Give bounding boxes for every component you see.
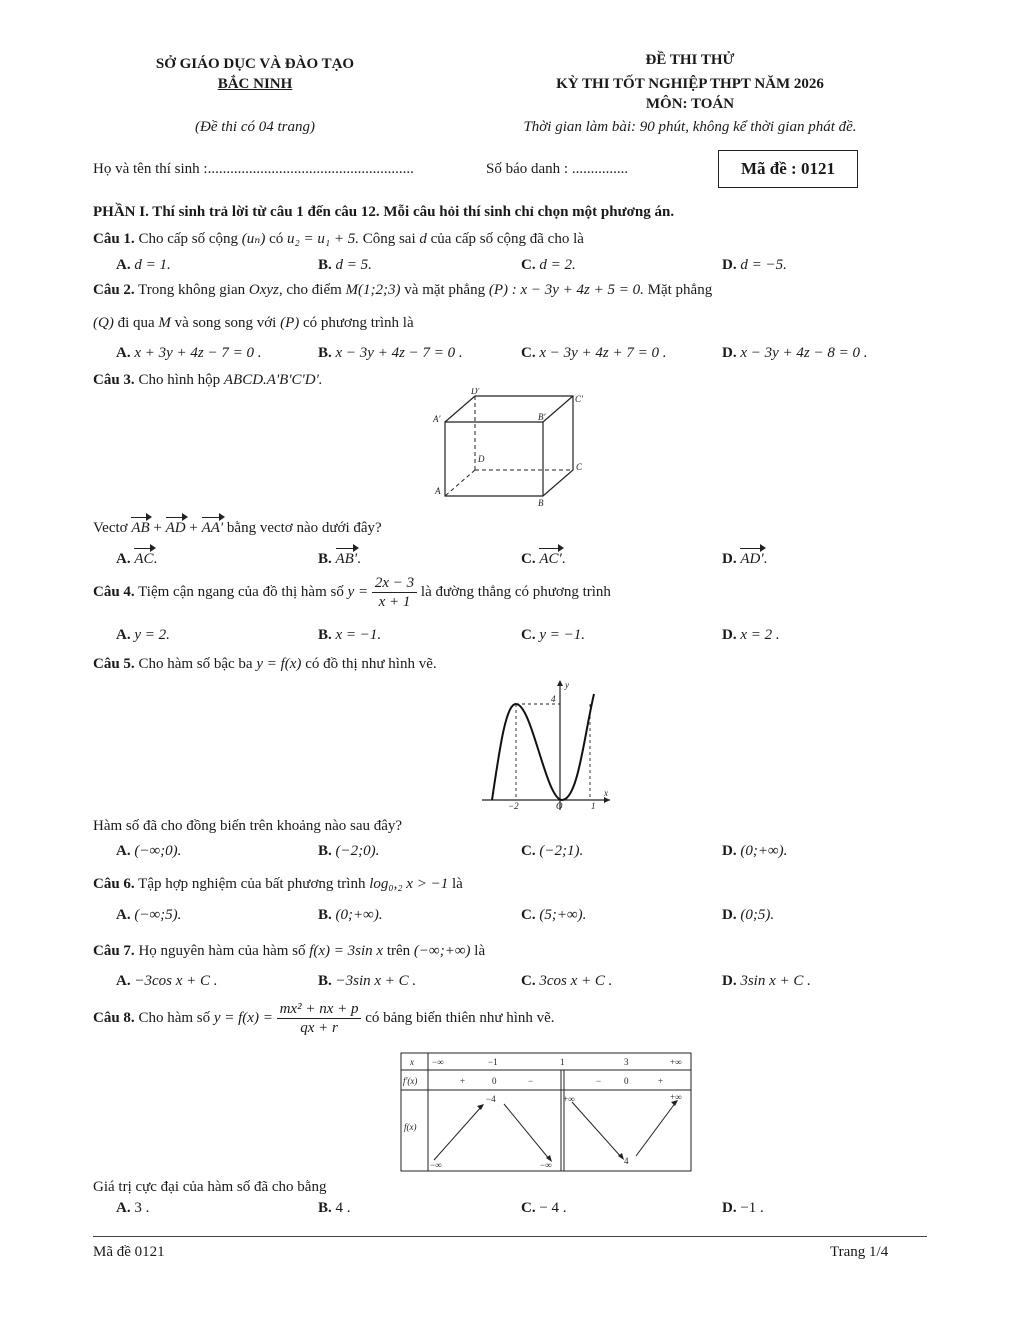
q2-option-a[interactable]: A. x + 3y + 4z − 7 = 0 . <box>116 345 262 361</box>
part-heading: PHẦN I. Thí sinh trả lời từ câu 1 đến câu 12. Mỗi câu hỏi thí sinh chỉ chọn một phương án. <box>93 204 675 220</box>
question-7: Câu 7. Họ nguyên hàm của hàm số f(x) = 3sin x trên (−∞;+∞) là <box>93 943 486 959</box>
q1-option-c[interactable]: C. d = 2. <box>521 257 576 273</box>
q7-option-a[interactable]: A. −3cos x + C . <box>116 973 218 989</box>
q6-option-b[interactable]: B. (0;+∞). <box>318 907 383 923</box>
question-2-line2: (Q) đi qua M và song song với (P) có phương trình là <box>93 315 414 331</box>
svg-text:+∞: +∞ <box>670 1057 682 1067</box>
svg-text:−∞: −∞ <box>540 1160 552 1170</box>
footer-exam-code: Mã đề 0121 <box>93 1244 165 1260</box>
label-A: A <box>435 486 441 496</box>
svg-text:−1: −1 <box>488 1057 498 1067</box>
q3-option-c[interactable]: C. AC'. <box>521 551 566 567</box>
label-Ap: A' <box>433 414 441 424</box>
q1-option-b[interactable]: B. d = 5. <box>318 257 372 273</box>
q6-option-a[interactable]: A. (−∞;5). <box>116 907 182 923</box>
q4-option-c[interactable]: C. y = −1. <box>521 627 585 643</box>
q3-option-d[interactable]: D. AD'. <box>722 551 768 567</box>
question-3: Câu 3. Cho hình hộp ABCD.A'B'C'D'. <box>93 372 323 388</box>
svg-text:+∞: +∞ <box>670 1092 682 1102</box>
variation-table <box>400 1052 692 1172</box>
q2-option-d[interactable]: D. x − 3y + 4z − 8 = 0 . <box>722 345 868 361</box>
svg-text:3: 3 <box>624 1057 629 1067</box>
svg-text:−∞: −∞ <box>432 1057 444 1067</box>
label-Cp: C' <box>575 394 583 404</box>
org-name: SỞ GIÁO DỤC VÀ ĐÀO TẠO <box>155 56 355 72</box>
svg-text:0: 0 <box>492 1076 497 1086</box>
label-C: C <box>576 462 583 472</box>
svg-text:−: − <box>596 1076 602 1086</box>
svg-text:−∞: −∞ <box>430 1160 442 1170</box>
student-name-field[interactable]: Họ và tên thí sinh :....................................................... <box>93 161 414 177</box>
graph-y-label: y <box>565 680 569 690</box>
footer-divider <box>93 1236 927 1237</box>
question-6: Câu 6. Tập hợp nghiệm của bất phương trình log₀,₂ x > −1 là <box>93 876 463 892</box>
svg-text:0: 0 <box>624 1076 629 1086</box>
question-4: Câu 4. Tiệm cận ngang của đồ thị hàm số y = $\frac{2x - 3}{x + 1}$ là đường thẳng có phương trình <box>93 575 611 610</box>
parallelepiped-figure <box>425 388 595 510</box>
q8-option-a[interactable]: A. 3 . <box>116 1200 150 1216</box>
graph-four: 4 <box>551 694 556 704</box>
label-D: D <box>478 454 485 464</box>
q5-option-c[interactable]: C. (−2;1). <box>521 843 584 859</box>
question-8: Câu 8. Cho hàm số y = f(x) = $\frac{\text{mx² + nx + p}}{qx + r}$ có bảng biến thiên như hình vẽ. <box>93 1001 555 1036</box>
q2-option-c[interactable]: C. x − 3y + 4z + 7 = 0 . <box>521 345 667 361</box>
svg-text:+: + <box>658 1076 664 1086</box>
q5-option-b[interactable]: B. (−2;0). <box>318 843 380 859</box>
question-5: Câu 5. Cho hàm số bậc ba y = f(x) có đồ thị như hình vẽ. <box>93 656 437 672</box>
q3-option-b[interactable]: B. AB'. <box>318 551 361 567</box>
q4-option-a[interactable]: A. y = 2. <box>116 627 170 643</box>
org-province: BẮC NINH <box>217 76 293 92</box>
question-1: Câu 1. Cho cấp số cộng (uₙ) có u₂ = u₁ + 5. Công sai d của cấp số cộng đã cho là <box>93 231 584 247</box>
q1-option-a[interactable]: A. d = 1. <box>116 257 171 273</box>
q1-option-d[interactable]: D. d = −5. <box>722 257 787 273</box>
svg-text:−: − <box>528 1076 534 1086</box>
footer-page-number: Trang 1/4 <box>830 1244 889 1260</box>
table-x-label: x <box>410 1057 414 1067</box>
q5-option-d[interactable]: D. (0;+∞). <box>722 843 788 859</box>
y-axis-arrow <box>557 680 563 686</box>
q2-option-b[interactable]: B. x − 3y + 4z − 7 = 0 . <box>318 345 463 361</box>
student-id-field[interactable]: Số báo danh : ............... <box>486 161 629 177</box>
q7-option-d[interactable]: D. 3sin x + C . <box>722 973 811 989</box>
svg-text:−4: −4 <box>486 1094 496 1104</box>
svg-text:4: 4 <box>624 1156 629 1166</box>
svg-text:+∞: +∞ <box>563 1094 575 1104</box>
q3-option-a[interactable]: A. AC. <box>116 551 158 567</box>
q7-option-b[interactable]: B. −3sin x + C . <box>318 973 417 989</box>
time-note: Thời gian làm bài: 90 phút, không kể thời gian phát đề. <box>523 119 857 135</box>
graph-origin: O <box>556 801 563 811</box>
q7-option-c[interactable]: C. 3cos x + C . <box>521 973 613 989</box>
exam-code-box: Mã đề : 0121 <box>718 150 858 188</box>
pages-note: (Đề thi có 04 trang) <box>195 119 315 135</box>
table-fp-label: f'(x) <box>403 1076 418 1086</box>
question-3-stem: Vectơ AB + AD + AA' bằng vectơ nào dưới đây? <box>93 520 382 536</box>
label-Dp: D' <box>471 388 480 396</box>
question-8-stem: Giá trị cực đại của hàm số đã cho bằng <box>93 1179 327 1195</box>
label-Bp: B' <box>538 412 546 422</box>
question-5-stem: Hàm số đã cho đồng biến trên khoảng nào sau đây? <box>93 818 403 834</box>
q6-option-c[interactable]: C. (5;+∞). <box>521 907 587 923</box>
label-B: B <box>538 498 544 508</box>
q8-option-c[interactable]: C. − 4 . <box>521 1200 567 1216</box>
q4-option-b[interactable]: B. x = −1. <box>318 627 382 643</box>
graph-x-label: x <box>604 788 608 798</box>
cubic-graph <box>478 676 618 814</box>
exam-title: KỲ THI TỐT NGHIỆP THPT NĂM 2026 <box>556 76 824 92</box>
svg-text:+: + <box>460 1076 466 1086</box>
q8-option-b[interactable]: B. 4 . <box>318 1200 351 1216</box>
table-f-label: f(x) <box>404 1122 417 1132</box>
q8-option-d[interactable]: D. −1 . <box>722 1200 764 1216</box>
graph-neg2: −2 <box>508 801 519 811</box>
cubic-curve <box>492 694 594 800</box>
q5-option-a[interactable]: A. (−∞;0). <box>116 843 182 859</box>
exam-subject: MÔN: TOÁN <box>645 96 735 112</box>
svg-text:1: 1 <box>560 1057 565 1067</box>
exam-type: ĐỀ THI THỬ <box>645 52 735 68</box>
q6-option-d[interactable]: D. (0;5). <box>722 907 775 923</box>
graph-one: 1 <box>591 801 596 811</box>
q4-option-d[interactable]: D. x = 2 . <box>722 627 780 643</box>
question-2: Câu 2. Trong không gian Oxyz, cho điểm M(1;2;3) và mặt phẳng (P) : x − 3y + 4z + 5 = 0. Mặt phẳng <box>93 282 713 298</box>
